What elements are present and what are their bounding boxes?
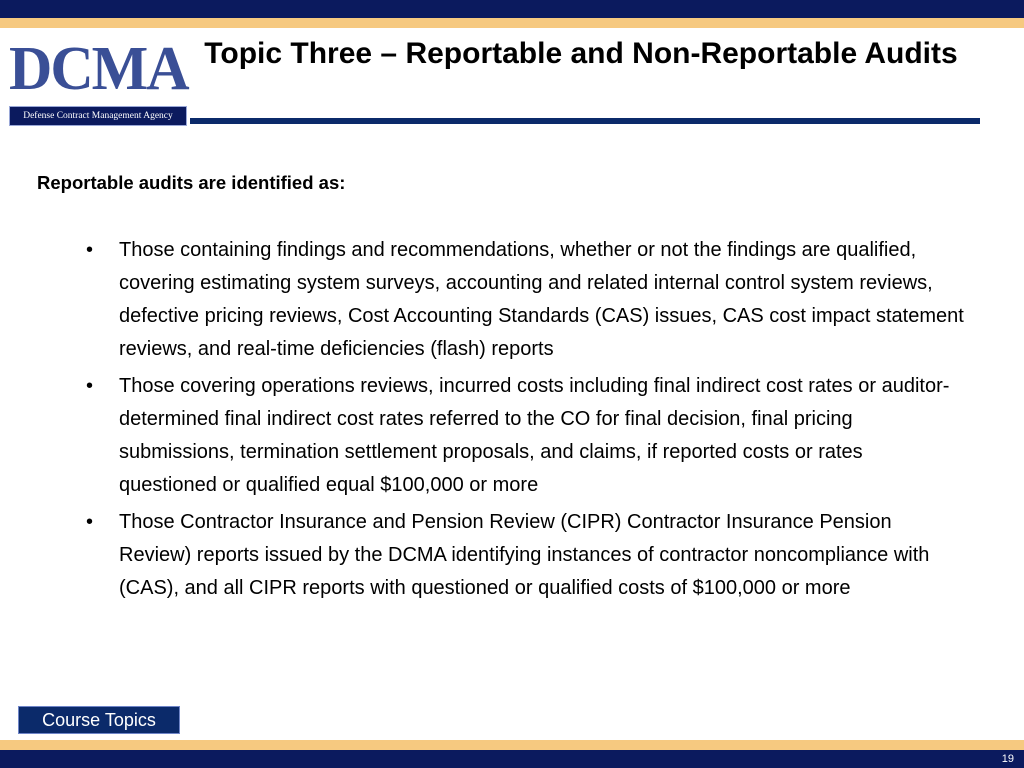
bullet-text: Those covering operations reviews, incurred costs including final indirect cost rates or auditor-determined final indirect cost rates referred to the CO for final decision, final pricing submissions, termination settlement proposals, and claims, if reported costs or rates questioned or qualified equal $100,000 or more [119,375,950,496]
title-underline [190,118,980,124]
bullet-text: Those containing findings and recommendations, whether or not the findings are qualified, covering estimating system surveys, accounting and related internal control system reviews, defective pricing reviews, Cost Accounting Standards (CAS) issues, CAS cost impact statement reviews, and real-time deficiencies (flash) reports [119,239,964,360]
dcma-logo [9,33,188,126]
bullet-icon: • [86,239,94,261]
intro-text: Reportable audits are identified as: [37,172,346,193]
bullet-text: Those Contractor Insurance and Pension Review (CIPR) Contractor Insurance Pension Review) reports issued by the DCMA identifying instances of contractor noncompliance with (CAS), and all CIPR reports with questioned or qualified costs of $100,000 or more [119,511,930,599]
slide-title: Topic Three – Reportable and Non-Reportable Audits [204,37,958,70]
logo-subtitle: Defense Contract Management Agency [9,106,187,126]
bullet-icon: • [86,511,94,533]
logo-letters: DCMA [9,33,188,103]
bullet-item [86,506,966,605]
bottom-gold-bar [0,740,1024,750]
bullet-item [86,370,966,502]
bullet-item [86,234,966,366]
top-gold-bar [0,18,1024,28]
bullet-icon: • [86,375,94,397]
bullet-list [86,234,966,609]
page-number: 19 [1001,753,1014,765]
top-navy-bar [0,0,1024,18]
bottom-navy-bar [0,750,1024,768]
course-topics-button[interactable]: Course Topics [18,706,180,734]
